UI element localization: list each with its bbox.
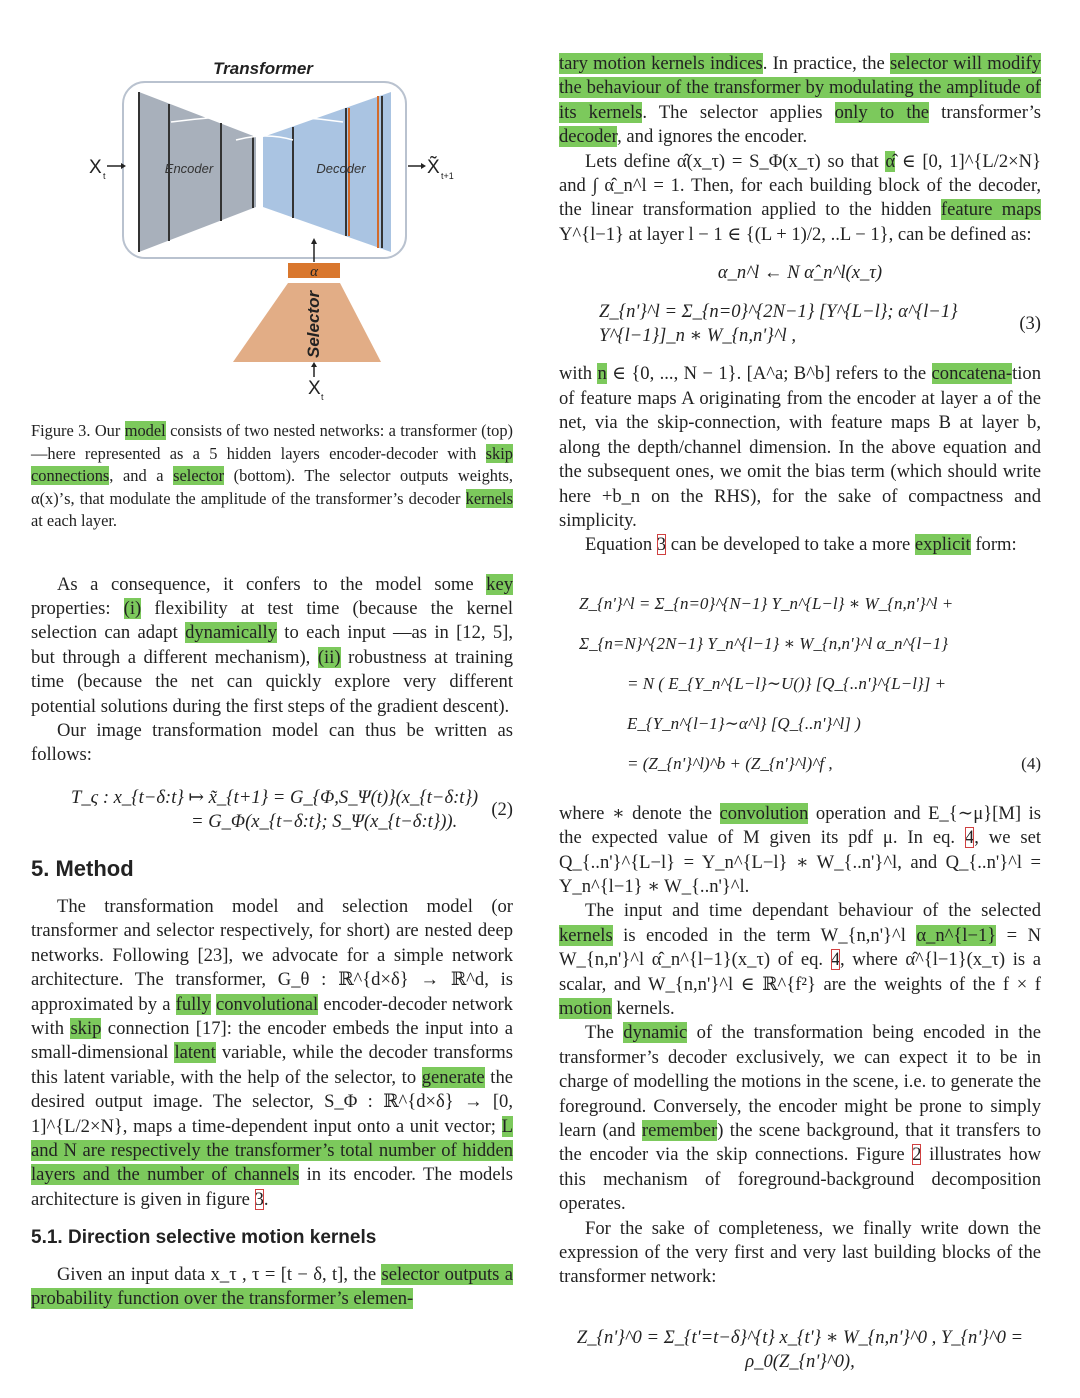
convolution-paragraph: where ∗ denote the convolution operation and E_{∼μ}[M] is the expected value of M given its pdf μ. In eq. 4, we set Q_{..n'}^{L−l} = Y_n^{L−l} ∗ W_{..n'}^l, and Q_{..n'}^l = Y_n^{l−1} ∗ W_{..n'}^l.	[559, 802, 1041, 897]
equation-2: T_ς : x_{t−δ:t} ↦ x̃_{t+1} = G_{Φ,S_Ψ(t)}(x_{t−δ:t}) = G_Φ(x_{t−δ:t}; S_Ψ(x_{t−δ:t})). (2)	[71, 786, 513, 833]
selector-label: Selector	[304, 290, 323, 358]
architecture-figure	[31, 52, 513, 412]
input-x-label: X	[89, 157, 102, 178]
kernels-paragraph: tary motion kernels indices. In practice, the selector will modify the behaviour of the transformer by modulating the amplitude of its kernels. The selector applies only to the transformer’s decoder, and ignores the encoder.	[559, 53, 1041, 148]
alpha-label: α	[310, 264, 318, 280]
definition-paragraph: Lets define α̂(x_τ) = S_Φ(x_τ) so that α̂ ∈ [0, 1]^{L/2×N} and ∫ α̂_n^l = 1. Then, for each building block of the decoder, the linear transformation applied to the hidden feature maps Y^{l−1} at layer l − 1 ∈ {(L + 1)/2, ..L − 1}, can be defined as:	[559, 150, 1041, 245]
decoder-label: Decoder	[316, 161, 366, 176]
equation-alpha: α_n^l ← N α̂_n^l(x_τ)	[717, 262, 883, 284]
figure-2-ref-link[interactable]: 2	[912, 1144, 922, 1166]
selector-paragraph: Given an input data x_τ , τ = [t − δ, t], the selector outputs a probability function over the transformer’s elemen-	[31, 1263, 514, 1310]
equation-ref-link[interactable]: 3	[656, 534, 667, 556]
right-column	[559, 52, 1041, 1375]
figure-ref-link[interactable]: 3	[254, 1188, 264, 1210]
properties-paragraph: As a consequence, it confers to the model some key properties: (i) flexibility at test time (because the kernel selection can adapt dynamically to each input —as in [12, 5], but through a different mechanism), (ii) robustness at training time (because the net can quickly explore very different potential solutions during the first steps of the gradient descent).	[31, 573, 513, 717]
encoder-label: Encoder	[164, 161, 214, 176]
selector-input-x: X	[308, 378, 321, 399]
output-x-label: X̃	[427, 157, 440, 178]
svg-text:t: t	[321, 392, 324, 402]
left-column	[31, 52, 513, 1311]
dynamic-paragraph: The dynamic of the transformation being encoded in the transformer’s decoder exclusively, we can expect it to be in charge of modelling the motions in the scene, i.e. to generate the foreground. Conversely, the encoder might be prone to simply learn (and remember) the scene background, that it transfers to the encoder via the skip connections. Figure 2 illustrates how this mechanism of foreground-background decomposition operates.	[559, 1022, 1041, 1215]
selected-kernels-paragraph: The input and time dependant behaviour of the selected kernels is encoded in the term W_{n,n'}^l α_n^{l−1} = N W_{n,n'}^l α̂_n^{l−1}(x_τ) of eq. 4, where α̂^{l−1}(x_τ) is a scalar, and W_{n,n'}^l ∈ ℝ^{f²} are the weights of the f × f motion kernels.	[559, 900, 1041, 1019]
model-intro-paragraph: Our image transformation model can thus be written as follows:	[31, 719, 513, 766]
method-paragraph: The transformation model and selection model (or transformer and selector respectively, for short) are nested deep networks. Following [23], we advocate for a simple network architecture. The transformer, G_θ : ℝ^{d×δ} → ℝ^d, is approximated by a fully convolutional encoder-decoder network with skip connection [17]: the encoder embeds the input into a small-dimensional latent variable, while the decoder transforms this latent variable, with the help of the selector, to generate the desired output image. The selector, S_Φ : ℝ^{d×δ} → [0, 1]^{L/2×N}, maps a time-dependent input onto a unit vector; L and N are respectively the transformer’s total number of hidden layers and the number of channels in its encoder. The models architecture is given in figure 3.	[31, 895, 514, 1210]
figure-caption: Figure 3. Our model consists of two nested networks: a transformer (top) —here represented as a 5 hidden layers encoder-decoder with skip connections, and a selector (bottom). The selector outputs weights, α(x)’s, that modulate the amplitude of the transformer’s decoder kernels at each layer.	[31, 421, 513, 530]
equation-3: Z_{n'}^l = Σ_{n=0}^{2N−1} [Y^{L−l}; α^{l−1} Y^{l−1}]_n ∗ W_{n,n'}^l , (3)	[599, 300, 1041, 347]
svg-text:t: t	[103, 171, 106, 181]
concatenation-paragraph: with n ∈ {0, ..., N − 1}. [A^a; B^b] refers to the concatena-tion of feature maps A originating from the encoder at layer a of the net, via the skip-connection, with feature maps B at layer b, along the depth/channel dimension. In the above equation and the subsequent ones, we omit the bias term (which should write here +b_n on the RHS), for the sake of compactness and simplicity.	[559, 363, 1041, 531]
subsection-title: 5.1. Direction selective motion kernels	[31, 1227, 377, 1249]
equation-5: Z_{n'}^0 = Σ_{t'=t−δ}^{t} x_{t'} ∗ W_{n,n'}^0 , Y_{n'}^0 = ρ_0(Z_{n'}^0),	[576, 1326, 1024, 1373]
section-title: 5. Method	[31, 855, 134, 881]
completeness-paragraph: For the sake of completeness, we finally write down the expression of the very first and very last building blocks of the transformer network:	[559, 1217, 1041, 1288]
equation-4-ref-link-2[interactable]: 4	[830, 949, 841, 971]
equation-4: Z_{n'}^l = Σ_{n=0}^{N−1} Y_n^{L−l} ∗ W_{n,n'}^l + Σ_{n=N}^{2N−1} Y_n^{l−1} ∗ W_{n,n'}^l α_n^{l−1} = N ( E_{Y_n^{L−l}∼U()} [Q_{..n'}^{L−l}] + E_{Y_n^{l−1}∼α^l} [Q_{..n'}^l] ) = (Z_{n'}^l)^b + (Z_{n'}^l)^f , (4)	[579, 593, 1041, 773]
equation-4-ref-link[interactable]: 4	[964, 827, 975, 849]
architecture-diagram	[31, 52, 513, 412]
equation-intro-paragraph: Equation 3 can be developed to take a more explicit form:	[585, 534, 1017, 556]
svg-text:t+1: t+1	[441, 171, 454, 181]
figure-title: Transformer	[213, 59, 313, 78]
